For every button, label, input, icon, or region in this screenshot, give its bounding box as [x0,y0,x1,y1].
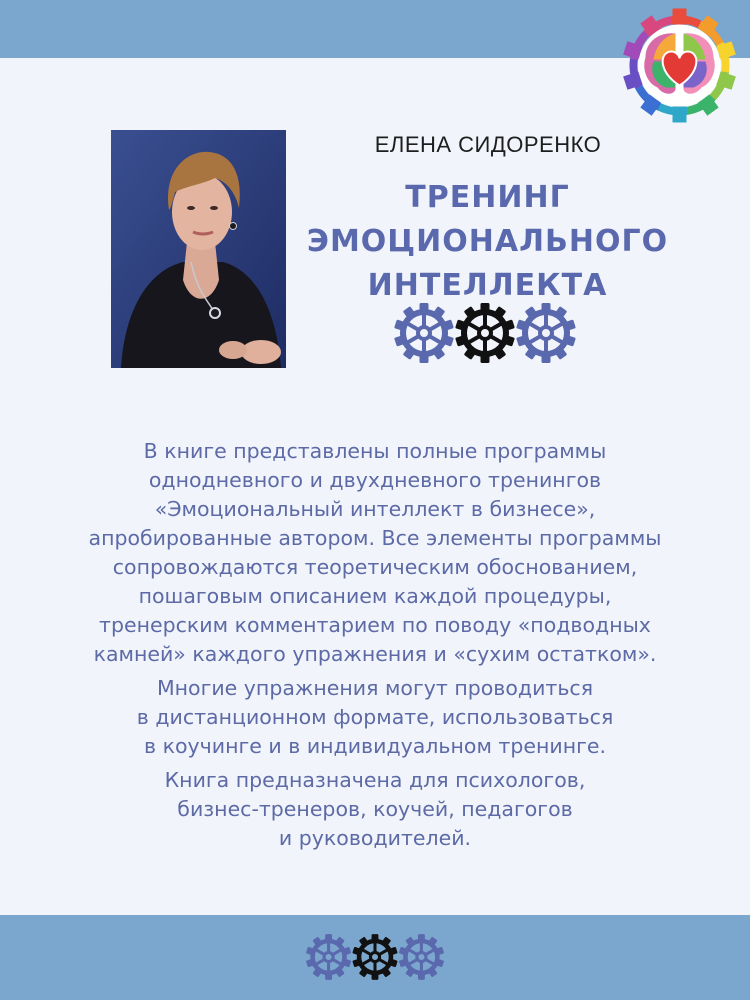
description-line: тренерским комментарием по поводу «подводных [99,613,651,637]
description-paragraph [60,766,690,853]
gear-icon [455,303,515,363]
description-line: «Эмоциональный интеллект в бизнесе», [154,497,596,521]
description-line: камней» каждого упражнения и «сухим остатком». [93,642,657,666]
book-description [60,437,690,858]
description-line: в дистанционном формате, использоваться [136,705,614,729]
description-line: пошаговым описанием каждой процедуры, [138,584,612,608]
gears-decoration-bottom [305,932,445,982]
author-name: ЕЛЕНА СИДОРЕНКО [374,132,602,157]
brain-heart-gear-logo [622,8,737,123]
gear-icon [399,934,445,980]
title-line: ЭМОЦИОНАЛЬНОГО [306,224,669,259]
description-line: Многие упражнения могут проводиться [156,676,594,700]
gear-icon [306,934,352,980]
description-line: сопровождаются теоретическим обоснованием, [112,555,638,579]
description-line: бизнес-тренеров, коучей, педагогов [177,797,573,821]
gear-icon [352,934,398,980]
description-line: Книга предназначена для психологов, [164,768,586,792]
description-line: в коучинге и в индивидуальном тренинге. [143,734,607,758]
book-title [300,176,675,308]
title-line: ИНТЕЛЛЕКТА [367,268,608,303]
gear-icon [516,303,576,363]
author-photo [111,130,286,368]
description-paragraph [60,674,690,761]
description-line: и руководителей. [278,826,472,850]
gears-decoration [393,302,577,364]
description-line: В книге представлены полные программы [143,439,607,463]
description-paragraph [60,437,690,669]
description-line: апробированные автором. Все элементы программы [88,526,662,550]
description-line: однодневного и двухдневного тренингов [148,468,602,492]
gear-icon [394,303,454,363]
title-line: ТРЕНИНГ [405,180,570,215]
